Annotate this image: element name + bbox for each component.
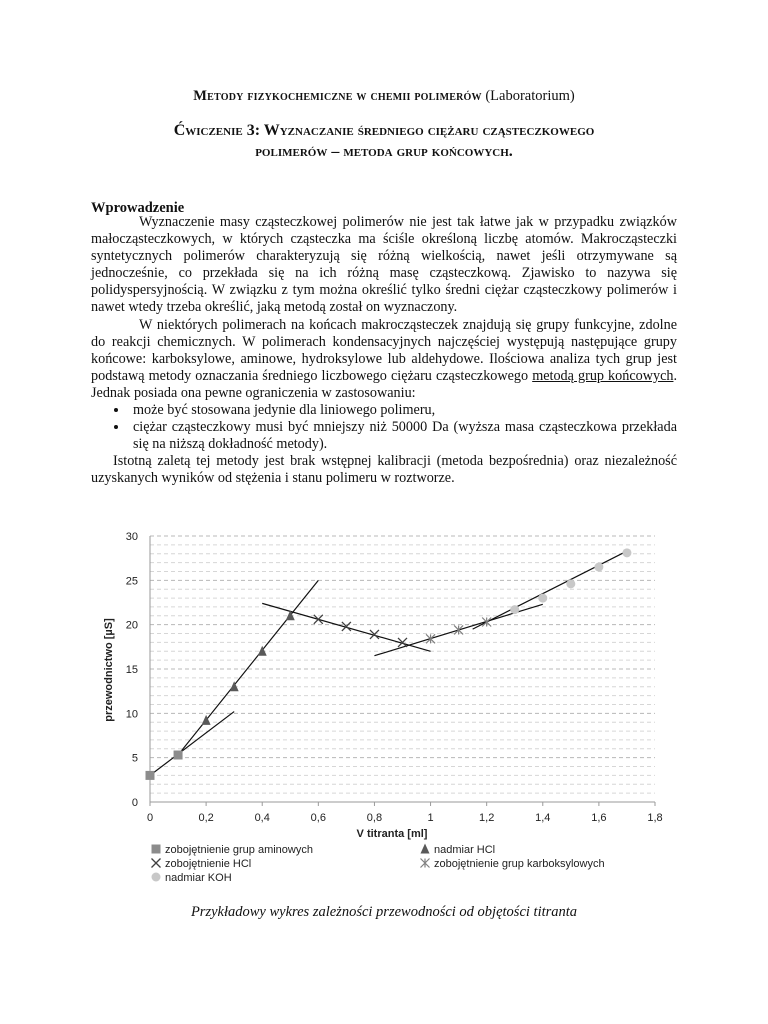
data-point <box>510 605 519 614</box>
data-point <box>594 563 603 572</box>
x-tick-label: 1 <box>427 812 434 824</box>
legend-marker <box>421 859 430 868</box>
list-item: • ciężar cząsteczkowy musi być mniejszy niż 50000 Da (wyższa masa cząsteczkowa przekłada się na niższą dokładność metody). <box>129 419 677 453</box>
course-name: Metody fizykochemiczne w chemii polimerów <box>193 88 482 104</box>
data-point <box>566 579 575 588</box>
legend-marker <box>421 844 430 854</box>
y-tick-label: 20 <box>125 619 138 632</box>
intro-body <box>91 214 677 488</box>
course-header <box>0 88 768 105</box>
x-tick-label: 1,4 <box>535 812 551 824</box>
list-item: • może być stosowana jedynie dla liniowego polimeru, <box>129 402 677 419</box>
x-tick-label: 1,6 <box>591 812 607 824</box>
y-tick-label: 30 <box>125 531 138 543</box>
data-point <box>426 634 435 643</box>
paragraph-2-text-b: . Jednak posiada ona pewne ograniczenia w zastosowaniu: <box>91 367 678 401</box>
data-point <box>174 751 183 760</box>
paragraph-2-text-a: W niektórych polimerach na końcach makrocząsteczek znajdują się grupy funkcyjne, zdolne do reakcji chemicznych. W polimerach kondensacyjnych najczęściej występują następujące grupy końcowe: karboksylowe, aminowe, hydroksylowe lub aldehydowe. Ilościowa analiza tych grup jest podstawą metody oznaczania średniego liczbowego ciężaru cząsteczkowego <box>91 316 677 384</box>
legend-marker <box>152 845 161 854</box>
x-tick-label: 0,8 <box>366 812 383 824</box>
paragraph-1: Wyznaczenie masy cząsteczkowej polimerów nie jest tak łatwe jak w przypadku związków małocząsteczkowych, w których cząsteczka ma ściśle określoną liczbę atomów. Makrocząsteczki syntetycznych polimerów charakteryzują się różną wielkością, nawet jeśli otrzymywane są jednocześnie, co przekłada się na ich różną masę cząsteczkową. Zjawisko to nazywa się polidyspersyjnością. W związku z tym można określić tylko średni ciężar cząsteczkowy polimerów i nawet wtedy trzeba określić, jaką metodą został on wyznaczony. <box>91 214 677 316</box>
y-tick-label: 10 <box>125 708 138 721</box>
x-tick-label: 1,2 <box>479 812 495 824</box>
legend-entry: zobojętnienie grup karboksylowych <box>434 858 605 870</box>
course-lab: (Laboratorium) <box>481 88 575 104</box>
legend-entry: zobojętnienie grup aminowych <box>165 844 313 856</box>
data-point <box>454 625 463 634</box>
legend-marker <box>152 859 161 868</box>
legend-marker <box>152 873 161 882</box>
legend-entry: zobojętnienie HCl <box>165 858 252 870</box>
trend-line <box>150 712 234 776</box>
x-axis-label: V titranta [ml] <box>356 828 428 840</box>
legend-entry: nadmiar HCl <box>434 844 496 856</box>
method-term: metodą grup końcowych <box>532 367 674 384</box>
legend-entry: nadmiar KOH <box>165 872 232 884</box>
paragraph-3: Istotną zaletą tej metody jest brak wstępnej kalibracji (metoda bezpośrednia) oraz niezależność uzyskanych wyników od stężenia i stanu polimeru w roztworze. <box>91 453 677 487</box>
x-tick-label: 0,4 <box>254 812 270 824</box>
data-point <box>622 548 631 557</box>
x-tick-label: 1,8 <box>647 812 663 824</box>
y-axis-label: przewodnictwo [µS] <box>103 618 115 722</box>
y-tick-label: 25 <box>125 575 138 588</box>
limitations-list <box>91 402 677 453</box>
title-line-2: polimerów – metoda grup końcowych. <box>255 143 513 160</box>
figure-caption: Przykładowy wykres zależności przewodności od objętości titranta <box>190 904 578 920</box>
x-tick-label: 0 <box>146 812 154 824</box>
title-line-1: Ćwiczenie 3: Wyznaczanie średniego ciężaru cząsteczkowego <box>173 122 595 139</box>
y-tick-label: 15 <box>125 664 138 676</box>
y-tick-label: 5 <box>131 752 138 765</box>
data-point <box>146 771 155 780</box>
x-tick-label: 0,2 <box>198 812 214 824</box>
x-tick-label: 0,6 <box>310 812 326 824</box>
conductivity-chart <box>90 522 690 902</box>
section-heading: Wprowadzenie <box>91 200 185 216</box>
y-tick-label: 0 <box>131 797 138 809</box>
paragraph-2 <box>91 317 677 402</box>
data-point <box>538 594 547 603</box>
exercise-title <box>90 120 678 162</box>
